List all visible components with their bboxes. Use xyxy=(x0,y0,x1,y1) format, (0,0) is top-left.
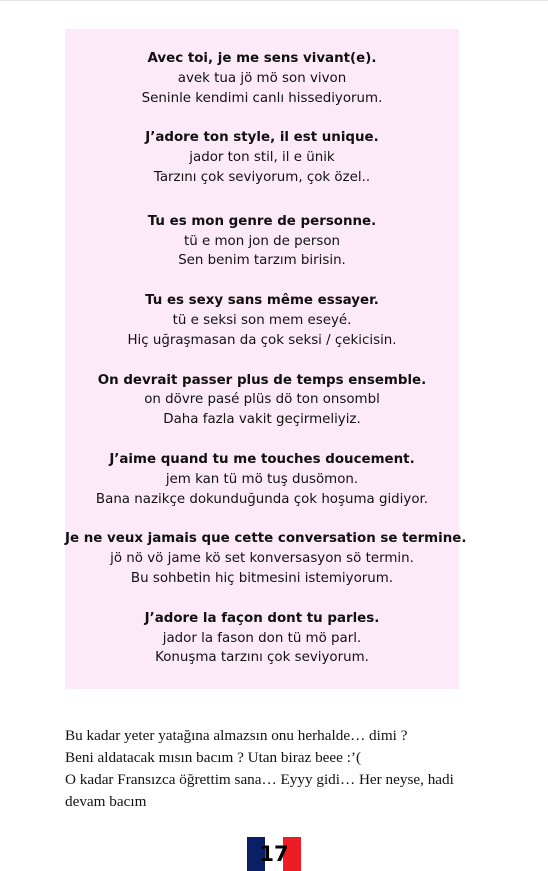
phrase-turkish: Hiç uğraşmasan da çok seksi / çekicisin. xyxy=(127,332,397,348)
phrase-turkish: Konuşma tarzını çok seviyorum. xyxy=(155,650,369,666)
phrase-french: J’adore ton style, il est unique. xyxy=(145,130,379,146)
phrase-turkish: Seninle kendimi canlı hissediyorum. xyxy=(141,90,383,106)
phrase-french: On devrait passer plus de temps ensemble. xyxy=(97,372,427,388)
phrase-8 xyxy=(65,609,459,668)
phrase-spacer xyxy=(65,271,459,291)
phrase-pronunciation: tü e mon jon de person xyxy=(183,233,341,249)
phrase-pronunciation: jö nö vö jame kö set konversasyon sö termin. xyxy=(110,551,414,567)
author-comment xyxy=(65,725,495,813)
comment-line: O kadar Fransızca öğrettim sana… Eyyy gidi… Her neyse, hadi xyxy=(65,771,454,788)
phrase-pronunciation: jador ton stil, il e ünik xyxy=(189,150,335,166)
phrase-turkish: Daha fazla vakit geçirmeliyiz. xyxy=(163,412,361,428)
phrase-4 xyxy=(65,291,459,350)
phrase-french: J’adore la façon dont tu parles. xyxy=(144,610,380,626)
phrase-spacer xyxy=(65,589,459,609)
phrase-1 xyxy=(65,49,459,108)
phrase-french: Avec toi, je me sens vivant(e). xyxy=(147,51,377,66)
phrase-pronunciation: jem kan tü mö tuş dusömon. xyxy=(165,471,359,487)
phrase-3 xyxy=(65,212,459,271)
phrase-box xyxy=(65,29,467,689)
phrase-turkish: Sen benim tarzım birisin. xyxy=(178,253,346,269)
phrase-pronunciation: jador la fason don tü mö parl. xyxy=(162,630,362,646)
page-number-badge xyxy=(247,837,301,871)
comment-line: devam bacım xyxy=(65,793,147,810)
phrase-spacer xyxy=(65,430,459,450)
phrase-french: J’aime quand tu me touches doucement. xyxy=(109,451,415,467)
comment-line: Bu kadar yeter yatağına almazsın onu herhalde… dimi ? xyxy=(65,727,408,744)
phrase-french: Je ne veux jamais que cette conversation se termine. xyxy=(65,531,467,547)
phrase-pronunciation: tü e seksi son mem eseyé. xyxy=(172,312,352,328)
phrase-5 xyxy=(65,371,459,430)
phrase-7 xyxy=(65,529,467,588)
phrase-french: Tu es mon genre de personne. xyxy=(147,213,377,229)
phrase-spacer xyxy=(65,188,459,212)
page-number: 17 xyxy=(259,842,289,866)
phrase-pronunciation: on dövre pasé plüs dö ton onsombl xyxy=(144,392,380,408)
phrase-spacer xyxy=(65,351,459,371)
phrase-french: Tu es sexy sans même essayer. xyxy=(145,293,379,309)
phrase-6 xyxy=(65,450,459,509)
phrase-turkish: Tarzını çok seviyorum, çok özel.. xyxy=(153,169,371,185)
phrase-spacer xyxy=(65,108,459,128)
phrase-turkish: Bana nazikçe dokunduğunda çok hoşuma gidiyor. xyxy=(95,491,429,507)
phrase-2 xyxy=(65,128,459,187)
phrase-turkish: Bu sohbetin hiç bitmesini istemiyorum. xyxy=(130,570,394,586)
phrase-spacer xyxy=(65,509,459,529)
comment-line: Beni aldatacak mısın bacım ? Utan biraz beee :’( xyxy=(65,749,362,766)
phrase-pronunciation: avek tua jö mö son vivon xyxy=(177,70,347,86)
